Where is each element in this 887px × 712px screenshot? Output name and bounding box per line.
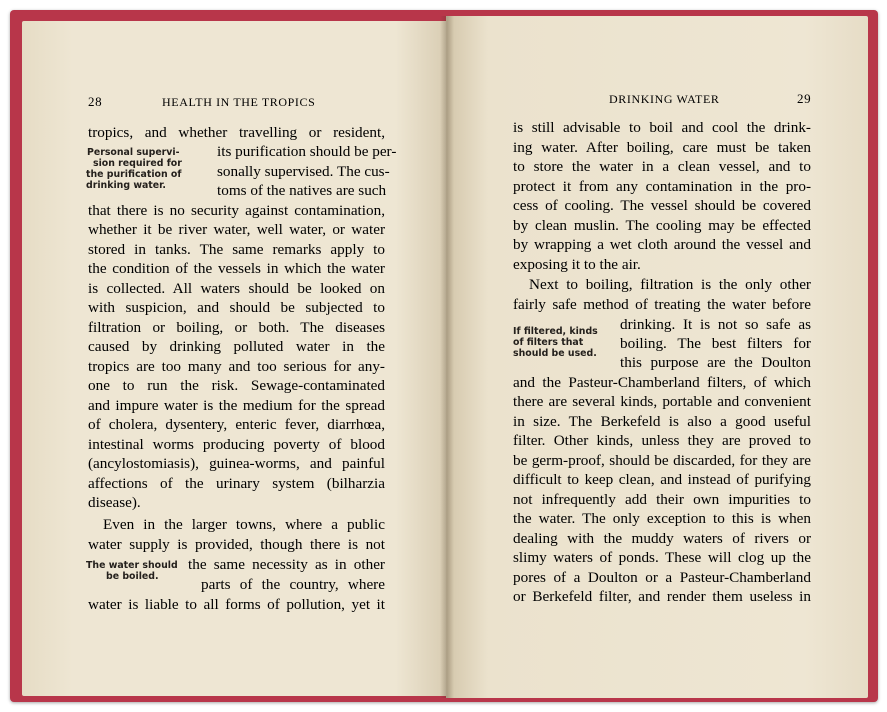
right-line-14: and the Pasteur-Chamberland filters, of which <box>513 374 811 391</box>
right-line-18: be germ-proof, should be discarded, for they are <box>513 452 811 469</box>
left-line-8: the condition of the vessels in which the water <box>88 260 385 277</box>
right-line-15: there are several kinds, portable and convenient <box>513 393 811 410</box>
right-line-21: the water. The only exception to this is when <box>513 510 811 527</box>
left-line-4: toms of the natives are such <box>217 182 387 199</box>
right-line-22: dealing with the muddy waters of rivers or <box>513 530 811 547</box>
right-line-11: drinking. It is not so safe as <box>620 316 811 333</box>
left-line-13: tropics are too many and too serious for any- <box>88 358 385 375</box>
right-line-3: to store the water in a clean vessel, and to <box>513 158 811 175</box>
left-line-2: its purification should be per- <box>217 143 397 160</box>
right-line-12: boiling. The best filters for <box>620 335 811 352</box>
left-line-10: with suspicion, and should be subjected to <box>88 299 385 316</box>
left-line-19: affections of the urinary system (bilharzia <box>88 475 385 492</box>
sidenote-filters-2: of filters that <box>513 337 584 348</box>
left-line-21: Even in the larger towns, where a public <box>103 516 385 533</box>
sidenote-personal-supervision-1: Personal supervi- <box>87 147 180 158</box>
left-line-16: of cholera, dysentery, enteric fever, diarrhœa, <box>88 416 385 433</box>
running-head-left: HEALTH IN THE TROPICS <box>162 95 316 109</box>
left-line-18: (ancylostomiasis), guinea-worms, and painful <box>88 455 385 472</box>
left-line-23: the same necessity as in other <box>188 556 385 573</box>
right-line-4: protect it from any contamination in the pro- <box>513 178 811 195</box>
right-line-2: ing water. After boiling, care must be taken <box>513 139 811 156</box>
left-line-25: water is liable to all forms of pollution, yet it <box>88 596 385 613</box>
right-line-9: Next to boiling, filtration is the only other <box>529 276 811 293</box>
left-line-9: is collected. All waters should be looked on <box>88 280 385 297</box>
left-line-15: and impure water is the medium for the spread <box>88 397 385 414</box>
book-gutter <box>440 16 454 698</box>
sidenote-boiled-2: be boiled. <box>106 571 159 582</box>
page-number-left: 28 <box>88 94 103 109</box>
right-line-8: exposing it to the air. <box>513 256 641 273</box>
sidenote-filters-1: If filtered, kinds <box>513 326 598 337</box>
right-line-19: difficult to keep clean, and instead of purifying <box>513 471 811 488</box>
right-line-1: is still advisable to boil and cool the drink- <box>513 119 811 136</box>
left-line-24: parts of the country, where <box>201 576 385 593</box>
right-line-13: this purpose are the Doulton <box>620 354 811 371</box>
left-line-20: disease). <box>88 494 141 511</box>
running-head-right: DRINKING WATER <box>609 92 720 106</box>
left-line-1: tropics, and whether travelling or resident, <box>88 124 385 141</box>
page-number-right: 29 <box>797 91 812 106</box>
right-line-23: slimy waters of ponds. These will clog up the <box>513 549 811 566</box>
right-line-17: filter. Other kinds, unless they are proved to <box>513 432 811 449</box>
right-line-25: or Berkefeld filter, and render them useless in <box>513 588 811 605</box>
sidenote-filters-3: should be used. <box>513 348 597 359</box>
right-line-20: not infrequently add their own impurities to <box>513 491 811 508</box>
right-line-5: cess of cooling. The vessel should be covered <box>513 197 811 214</box>
left-line-7: stored in tanks. The same remarks apply to <box>88 241 385 258</box>
sidenote-personal-supervision-2: sion required for <box>93 158 182 169</box>
sidenote-personal-supervision-4: drinking water. <box>86 180 166 191</box>
right-line-16: in size. The Berkefeld is also a good useful <box>513 413 811 430</box>
left-line-11: filtration or boiling, or both. The diseases <box>88 319 385 336</box>
left-line-6: whether it be river water, well water, or water <box>88 221 385 238</box>
right-line-24: pores of a Doulton or a Pasteur-Chamberland <box>513 569 811 586</box>
left-line-12: caused by drinking polluted water in the <box>88 338 385 355</box>
left-line-14: one to run the risk. Sewage-contaminated <box>88 377 385 394</box>
sidenote-personal-supervision-3: the purification of <box>86 169 182 180</box>
sidenote-boiled-1: The water should <box>86 560 178 571</box>
right-line-10: fairly safe method of treating the water before <box>513 296 811 313</box>
right-line-6: by clean muslin. The cooling may be effected <box>513 217 811 234</box>
left-line-17: intestinal worms producing poverty of blood <box>88 436 385 453</box>
right-line-7: by wrapping a wet cloth around the vessel and <box>513 236 811 253</box>
left-line-22: water supply is provided, though there is not <box>88 536 385 553</box>
left-line-3: sonally supervised. The cus- <box>217 163 390 180</box>
left-line-5: that there is no security against contamination, <box>88 202 385 219</box>
